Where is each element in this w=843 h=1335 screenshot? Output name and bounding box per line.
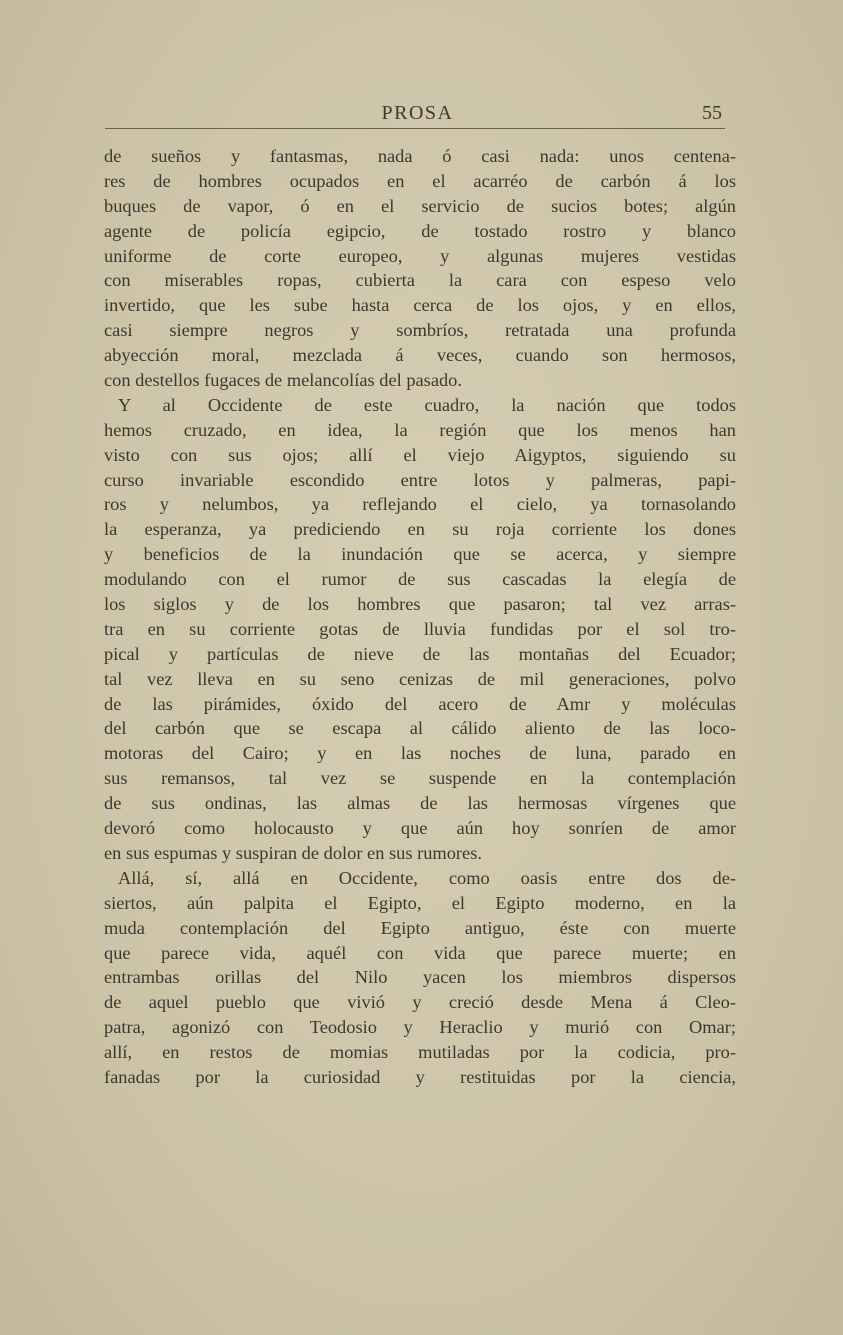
text-line: patra, agonizó con Teodosio y Heraclio y murió con Omar; [104, 1017, 736, 1038]
text-line: allí, en restos de momias mutiladas por la codicia, pro- [104, 1042, 736, 1063]
text-line: agente de policía egipcio, de tostado rostro y blanco [104, 220, 736, 241]
paragraph-start-line: Y al Occidente de este cuadro, la nación que todos [118, 394, 736, 415]
paragraph-end-line: en sus espumas y suspiran de dolor en sus rumores. [104, 842, 482, 863]
text-line: uniforme de corte europeo, y algunas mujeres vestidas [104, 245, 736, 266]
text-line: de aquel pueblo que vivió y creció desde Mena á Cleo- [104, 992, 736, 1013]
text-line: motoras del Cairo; y en las noches de luna, parado en [104, 743, 736, 764]
text-line: tra en su corriente gotas de lluvia fundidas por el sol tro- [104, 618, 736, 639]
text-line: que parece vida, aquél con vida que parece muerte; en [104, 942, 736, 963]
text-line: pical y partículas de nieve de las montañas del Ecuador; [104, 643, 736, 664]
body-text [104, 144, 736, 1090]
text-line: devoró como holocausto y que aún hoy sonríen de amor [104, 818, 736, 839]
text-line: casi siempre negros y sombríos, retratada una profunda [104, 320, 736, 341]
text-line: muda contemplación del Egipto antiguo, éste con muerte [104, 917, 736, 938]
text-line: la esperanza, ya prediciendo en su roja corriente los dones [104, 519, 736, 540]
text-line: buques de vapor, ó en el servicio de sucios botes; algún [104, 195, 736, 216]
text-line: res de hombres ocupados en el acarréo de carbón á los [104, 170, 736, 191]
header-rule [105, 128, 725, 129]
text-line: los siglos y de los hombres que pasaron; tal vez arras- [104, 594, 736, 615]
text-line: curso invariable escondido entre lotos y palmeras, papi- [104, 469, 736, 490]
text-line: de las pirámides, óxido del acero de Amr y moléculas [104, 693, 736, 714]
text-line: con miserables ropas, cubierta la cara con espeso velo [104, 270, 736, 291]
running-head-title: PROSA [381, 102, 454, 124]
text-line: sus remansos, tal vez se suspende en la contemplación [104, 768, 736, 789]
text-line: abyección moral, mezclada á veces, cuando son hermosos, [104, 345, 736, 366]
text-line: de sus ondinas, las almas de las hermosas vírgenes que [104, 793, 736, 814]
text-line: invertido, que les sube hasta cerca de los ojos, y en ellos, [104, 295, 736, 316]
text-line: fanadas por la curiosidad y restituidas por la ciencia, [104, 1066, 736, 1087]
text-line: ros y nelumbos, ya reflejando el cielo, ya tornasolando [104, 494, 736, 515]
page-number: 55 [702, 102, 722, 124]
text-line: del carbón que se escapa al cálido aliento de las loco- [104, 718, 736, 739]
text-line: modulando con el rumor de sus cascadas la elegía de [104, 569, 736, 590]
paragraph-end-line: con destellos fugaces de melancolías del pasado. [104, 370, 462, 391]
paragraph-start-line: Allá, sí, allá en Occidente, como oasis entre dos de- [118, 867, 736, 888]
text-line: siertos, aún palpita el Egipto, el Egipto moderno, en la [104, 892, 736, 913]
running-head [105, 100, 730, 130]
text-line: entrambas orillas del Nilo yacen los miembros dispersos [104, 967, 736, 988]
text-line: tal vez lleva en su seno cenizas de mil generaciones, polvo [104, 668, 736, 689]
text-line: y beneficios de la inundación que se acerca, y siempre [104, 544, 736, 565]
text-line: visto con sus ojos; allí el viejo Aigyptos, siguiendo su [104, 444, 736, 465]
text-line: de sueños y fantasmas, nada ó casi nada: unos centena- [104, 146, 736, 166]
text-line: hemos cruzado, en idea, la región que los menos han [104, 419, 736, 440]
